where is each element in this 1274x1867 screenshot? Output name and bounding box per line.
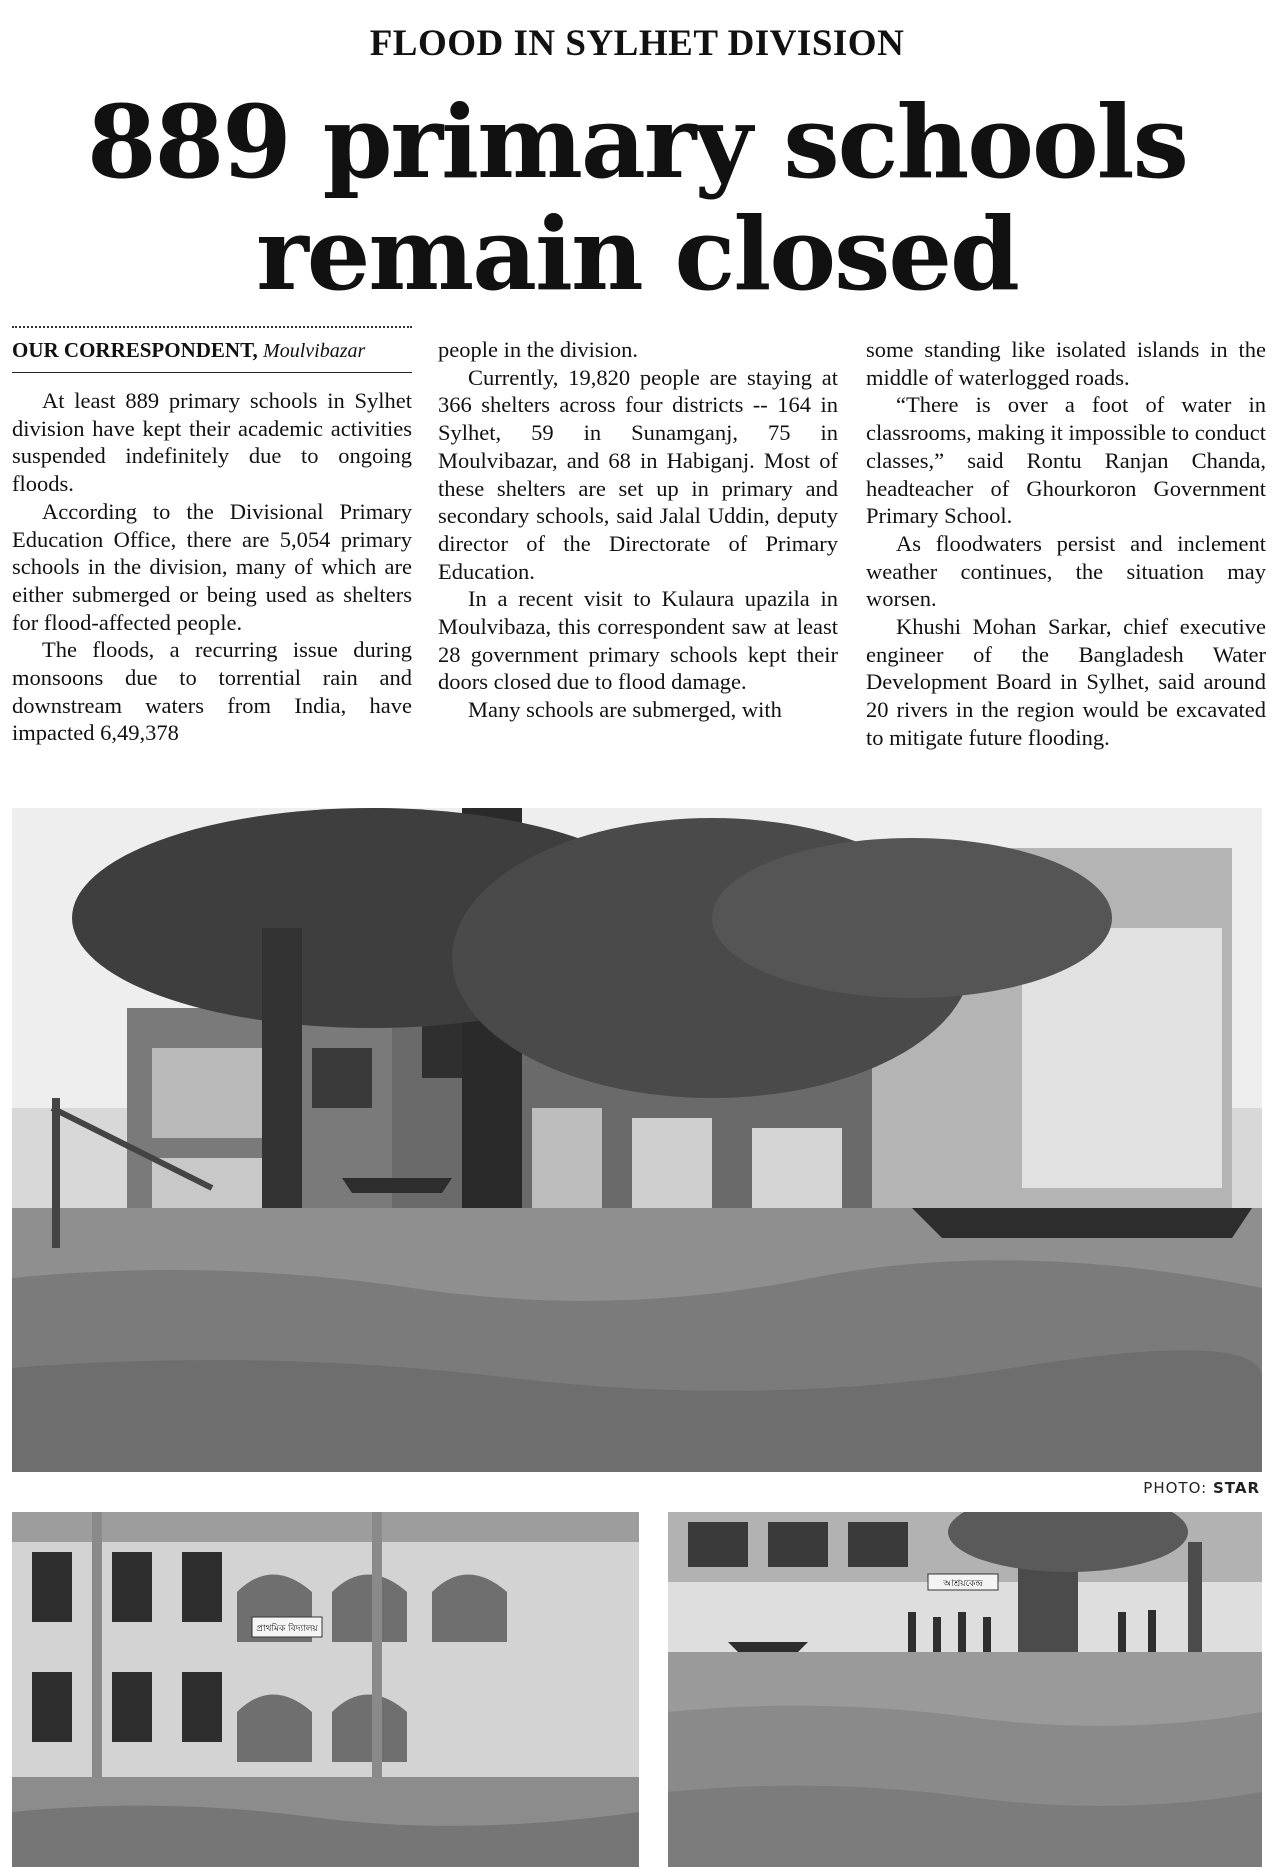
paragraph: some standing like isolated islands in the middle of waterlogged roads. [866, 337, 1266, 390]
paragraph: Currently, 19,820 people are staying at 366 shelters across four districts -- 164 in Sylhet, 59 in Sunamganj, 75 in Moulvibazar, and 68 in Habiganj. Most of these shelters are set up in primary and secondary schools, said Jalal Uddin, deputy director of the Directorate of Primary Education. [438, 364, 838, 584]
shelter-sign: আশ্রয়কেন্দ্র [943, 1579, 983, 1589]
photo-credit-label: PHOTO: [1143, 1479, 1208, 1497]
shelter-photo [668, 1512, 1262, 1867]
headline [0, 83, 1274, 313]
article-column-3 [866, 336, 1266, 752]
byline [12, 338, 412, 363]
section-kicker: FLOOD IN SYLHET DIVISION [369, 23, 905, 64]
paragraph: According to the Divisional Primary Education Office, there are 5,054 primary schools in the division, many of which are either submerged or being used as shelters for flood-affected people. [12, 498, 412, 635]
paragraph: As floodwaters persist and inclement weather continues, the situation may worsen. [866, 530, 1266, 612]
paragraph: “There is over a foot of water in classrooms, making it impossible to conduct classes,” said Rontu Ranjan Chanda, headteacher of Ghourkoron Government Primary School. [866, 392, 1266, 529]
school-building-photo [12, 1512, 639, 1867]
headline-line-2: remain closed [256, 195, 1018, 313]
shelter-illustration [668, 1512, 1262, 1867]
paragraph: Many schools are submerged, with [468, 697, 782, 723]
submerged-building-illustration [12, 1512, 639, 1867]
flooded-school-illustration [12, 808, 1262, 1472]
byline-rule [12, 372, 412, 373]
headline-line-1: 889 primary schools [87, 83, 1187, 201]
main-flood-photo [12, 808, 1262, 1472]
byline-name: OUR CORRESPONDENT, [12, 338, 258, 362]
dotted-divider [12, 326, 412, 328]
paragraph: In a recent visit to Kulaura upazila in Moulvibaza, this correspondent saw at least 28 government primary schools kept their doors closed due to flood damage. [438, 586, 838, 695]
photo-credit [1143, 1479, 1260, 1497]
paragraph: At least 889 primary schools in Sylhet division have kept their academic activities suspended indefinitely due to ongoing floods. [12, 388, 412, 497]
paragraph: people in the division. [438, 337, 638, 362]
photo-credit-source: STAR [1212, 1479, 1260, 1497]
article-column-2 [438, 336, 838, 724]
article-column-1 [12, 387, 412, 747]
paragraph: The floods, a recurring issue during monsoons due to torrential rain and downstream waters from India, have impacted 6,49,378 [12, 637, 412, 746]
paragraph: Khushi Mohan Sarkar, chief executive engineer of the Bangladesh Water Development Board in Sylhet, said around 20 rivers in the region would be excavated to mitigate future flooding. [866, 614, 1266, 750]
byline-place: Moulvibazar [263, 340, 366, 362]
school-sign: প্রাথমিক বিদ্যালয় [256, 1624, 318, 1634]
